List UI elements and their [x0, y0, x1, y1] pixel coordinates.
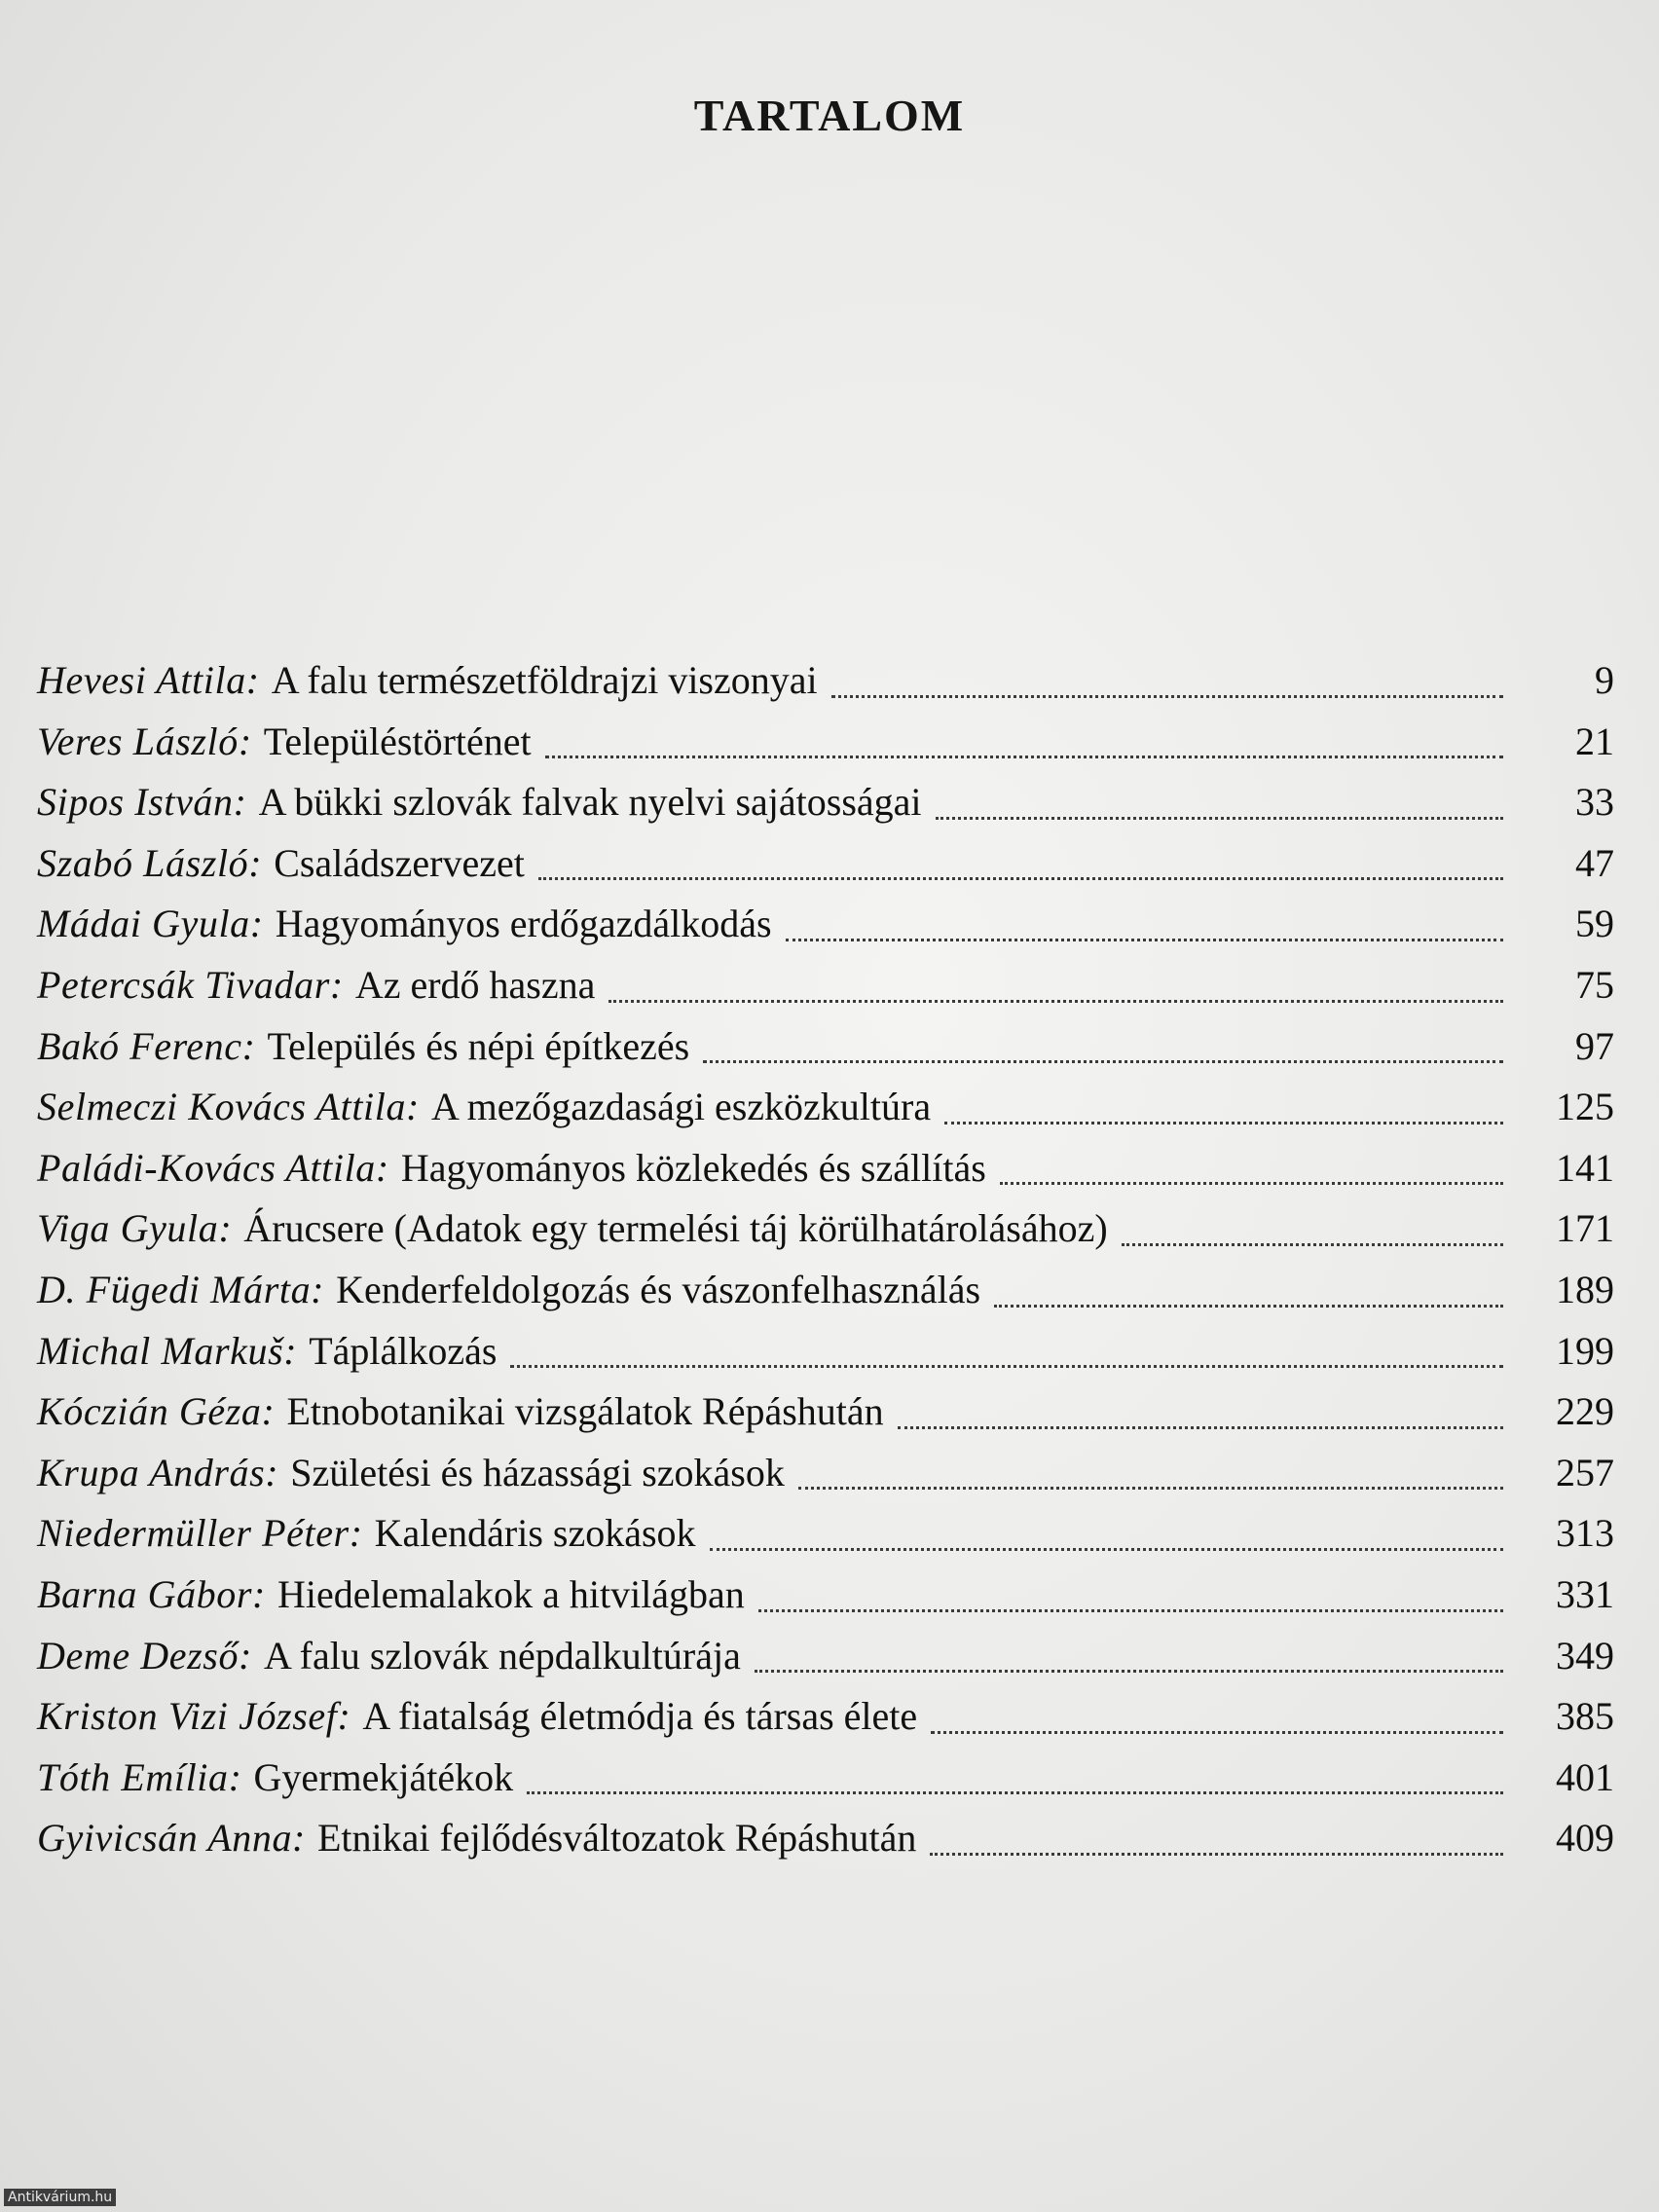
toc-page-number: 9	[1595, 658, 1614, 702]
toc-author: Selmeczi Kovács Attila:	[37, 1085, 420, 1129]
toc-page-number: 199	[1556, 1328, 1614, 1373]
page-title: TARTALOM	[693, 91, 966, 140]
toc-author: Krupa András:	[37, 1450, 279, 1494]
toc-entry	[37, 712, 1614, 773]
toc-title: Gyermekjátékok	[253, 1754, 514, 1799]
toc-entry	[37, 772, 1614, 833]
dot-leader	[931, 1729, 1503, 1734]
toc-author: Michal Markuš:	[37, 1328, 298, 1373]
toc-page-number: 75	[1575, 962, 1614, 1007]
toc-author: Gyivicsán Anna:	[37, 1816, 306, 1861]
toc-page-number: 125	[1556, 1085, 1614, 1129]
toc-entry	[37, 1321, 1614, 1382]
toc-page-number: 47	[1575, 840, 1614, 885]
toc-author: Deme Dezső:	[37, 1633, 252, 1677]
toc-page-number: 21	[1575, 719, 1614, 763]
toc-title: A falu szlovák népdalkultúrája	[263, 1633, 741, 1677]
toc-title: A bükki szlovák falvak nyelvi sajátosságai	[258, 780, 922, 825]
toc-title: Hagyományos erdőgazdálkodás	[275, 902, 772, 946]
toc-page-number: 409	[1556, 1816, 1614, 1861]
watermark: Antikvárium.hu	[4, 2189, 116, 2206]
dot-leader	[898, 1424, 1503, 1429]
toc-page-number: 189	[1556, 1267, 1614, 1311]
toc-title: A falu természetföldrajzi viszonyai	[271, 658, 818, 702]
dot-leader	[510, 1363, 1503, 1368]
toc-entry	[37, 1382, 1614, 1443]
toc-author: Sipos István:	[37, 780, 247, 825]
toc-title: Táplálkozás	[309, 1328, 498, 1373]
toc-title: Árucsere (Adatok egy termelési táj körülhatárolásához)	[243, 1206, 1108, 1251]
dot-leader	[930, 1851, 1503, 1856]
toc-page-number: 385	[1556, 1694, 1614, 1739]
toc-title: Kenderfeldolgozás és vászonfelhasználás	[336, 1267, 981, 1311]
toc-entry	[37, 1748, 1614, 1809]
toc-entry	[37, 1808, 1614, 1869]
toc-author: D. Fügedi Márta:	[37, 1267, 325, 1311]
dot-leader	[786, 937, 1503, 941]
dot-leader	[755, 1668, 1503, 1673]
toc-entry	[37, 1016, 1614, 1078]
toc-page-number: 141	[1556, 1145, 1614, 1190]
toc-author: Petercsák Tivadar:	[37, 962, 344, 1007]
dot-leader	[798, 1485, 1503, 1490]
dot-leader	[710, 1546, 1503, 1551]
toc-title: Település és népi építkezés	[267, 1023, 690, 1068]
toc-page-number: 349	[1556, 1633, 1614, 1677]
toc-entry	[37, 1077, 1614, 1138]
toc-title: Településtörténet	[263, 719, 532, 763]
toc-entry	[37, 833, 1614, 895]
toc-title: Etnikai fejlődésváltozatok Répáshután	[316, 1816, 917, 1861]
dot-leader	[1000, 1180, 1503, 1185]
toc-author: Szabó László:	[37, 840, 263, 885]
toc-entry	[37, 1138, 1614, 1199]
toc-author: Mádai Gyula:	[37, 902, 264, 946]
toc-title: Az erdő haszna	[354, 962, 596, 1007]
toc-page-number: 257	[1556, 1450, 1614, 1494]
toc-entry	[37, 1686, 1614, 1748]
dot-leader	[703, 1058, 1503, 1063]
toc-page-number: 33	[1575, 780, 1614, 825]
toc-author: Bakó Ferenc:	[37, 1023, 256, 1068]
toc-author: Tóth Emília:	[37, 1754, 242, 1799]
dot-leader	[994, 1303, 1503, 1308]
toc-title: A mezőgazdasági eszközkultúra	[430, 1085, 932, 1129]
dot-leader	[538, 875, 1503, 880]
toc-title: Hiedelemalakok a hitvilágban	[276, 1571, 745, 1616]
toc-page-number: 97	[1575, 1023, 1614, 1068]
toc-author: Veres László:	[37, 719, 252, 763]
table-of-contents	[37, 650, 1614, 1869]
dot-leader	[944, 1120, 1503, 1124]
toc-page-number: 229	[1556, 1389, 1614, 1434]
toc-title: Hagyományos közlekedés és szállítás	[400, 1145, 986, 1190]
toc-page-number: 401	[1556, 1754, 1614, 1799]
toc-author: Niedermüller Péter:	[37, 1511, 363, 1556]
toc-entry	[37, 1565, 1614, 1626]
dot-leader	[608, 998, 1503, 1003]
toc-author: Paládi-Kovács Attila:	[37, 1145, 389, 1190]
dot-leader	[545, 754, 1503, 758]
toc-entry	[37, 1443, 1614, 1504]
toc-page-number: 59	[1575, 902, 1614, 946]
toc-author: Barna Gábor:	[37, 1571, 266, 1616]
toc-page-number: 331	[1556, 1571, 1614, 1616]
toc-title: Etnobotanikai vizsgálatok Répáshután	[286, 1389, 884, 1434]
dot-leader	[527, 1789, 1503, 1794]
toc-entry	[37, 650, 1614, 712]
toc-author: Kóczián Géza:	[37, 1389, 276, 1434]
toc-entry	[37, 1198, 1614, 1260]
toc-entry	[37, 955, 1614, 1016]
toc-title: Családszervezet	[274, 840, 525, 885]
toc-entry	[37, 1260, 1614, 1321]
toc-author: Kriston Vizi József:	[37, 1694, 351, 1739]
toc-title: Születési és házassági szokások	[290, 1450, 785, 1494]
dot-leader	[936, 815, 1503, 820]
dot-leader	[1122, 1241, 1503, 1246]
toc-entry	[37, 1503, 1614, 1565]
toc-page-number: 313	[1556, 1511, 1614, 1556]
toc-title: A fiatalság életmódja és társas élete	[362, 1694, 918, 1739]
toc-title: Kalendáris szokások	[374, 1511, 696, 1556]
dot-leader	[758, 1607, 1503, 1612]
dot-leader	[831, 693, 1503, 698]
toc-entry	[37, 1626, 1614, 1687]
toc-author: Viga Gyula:	[37, 1206, 233, 1251]
toc-entry	[37, 894, 1614, 955]
toc-page-number: 171	[1556, 1206, 1614, 1251]
toc-author: Hevesi Attila:	[37, 658, 260, 702]
